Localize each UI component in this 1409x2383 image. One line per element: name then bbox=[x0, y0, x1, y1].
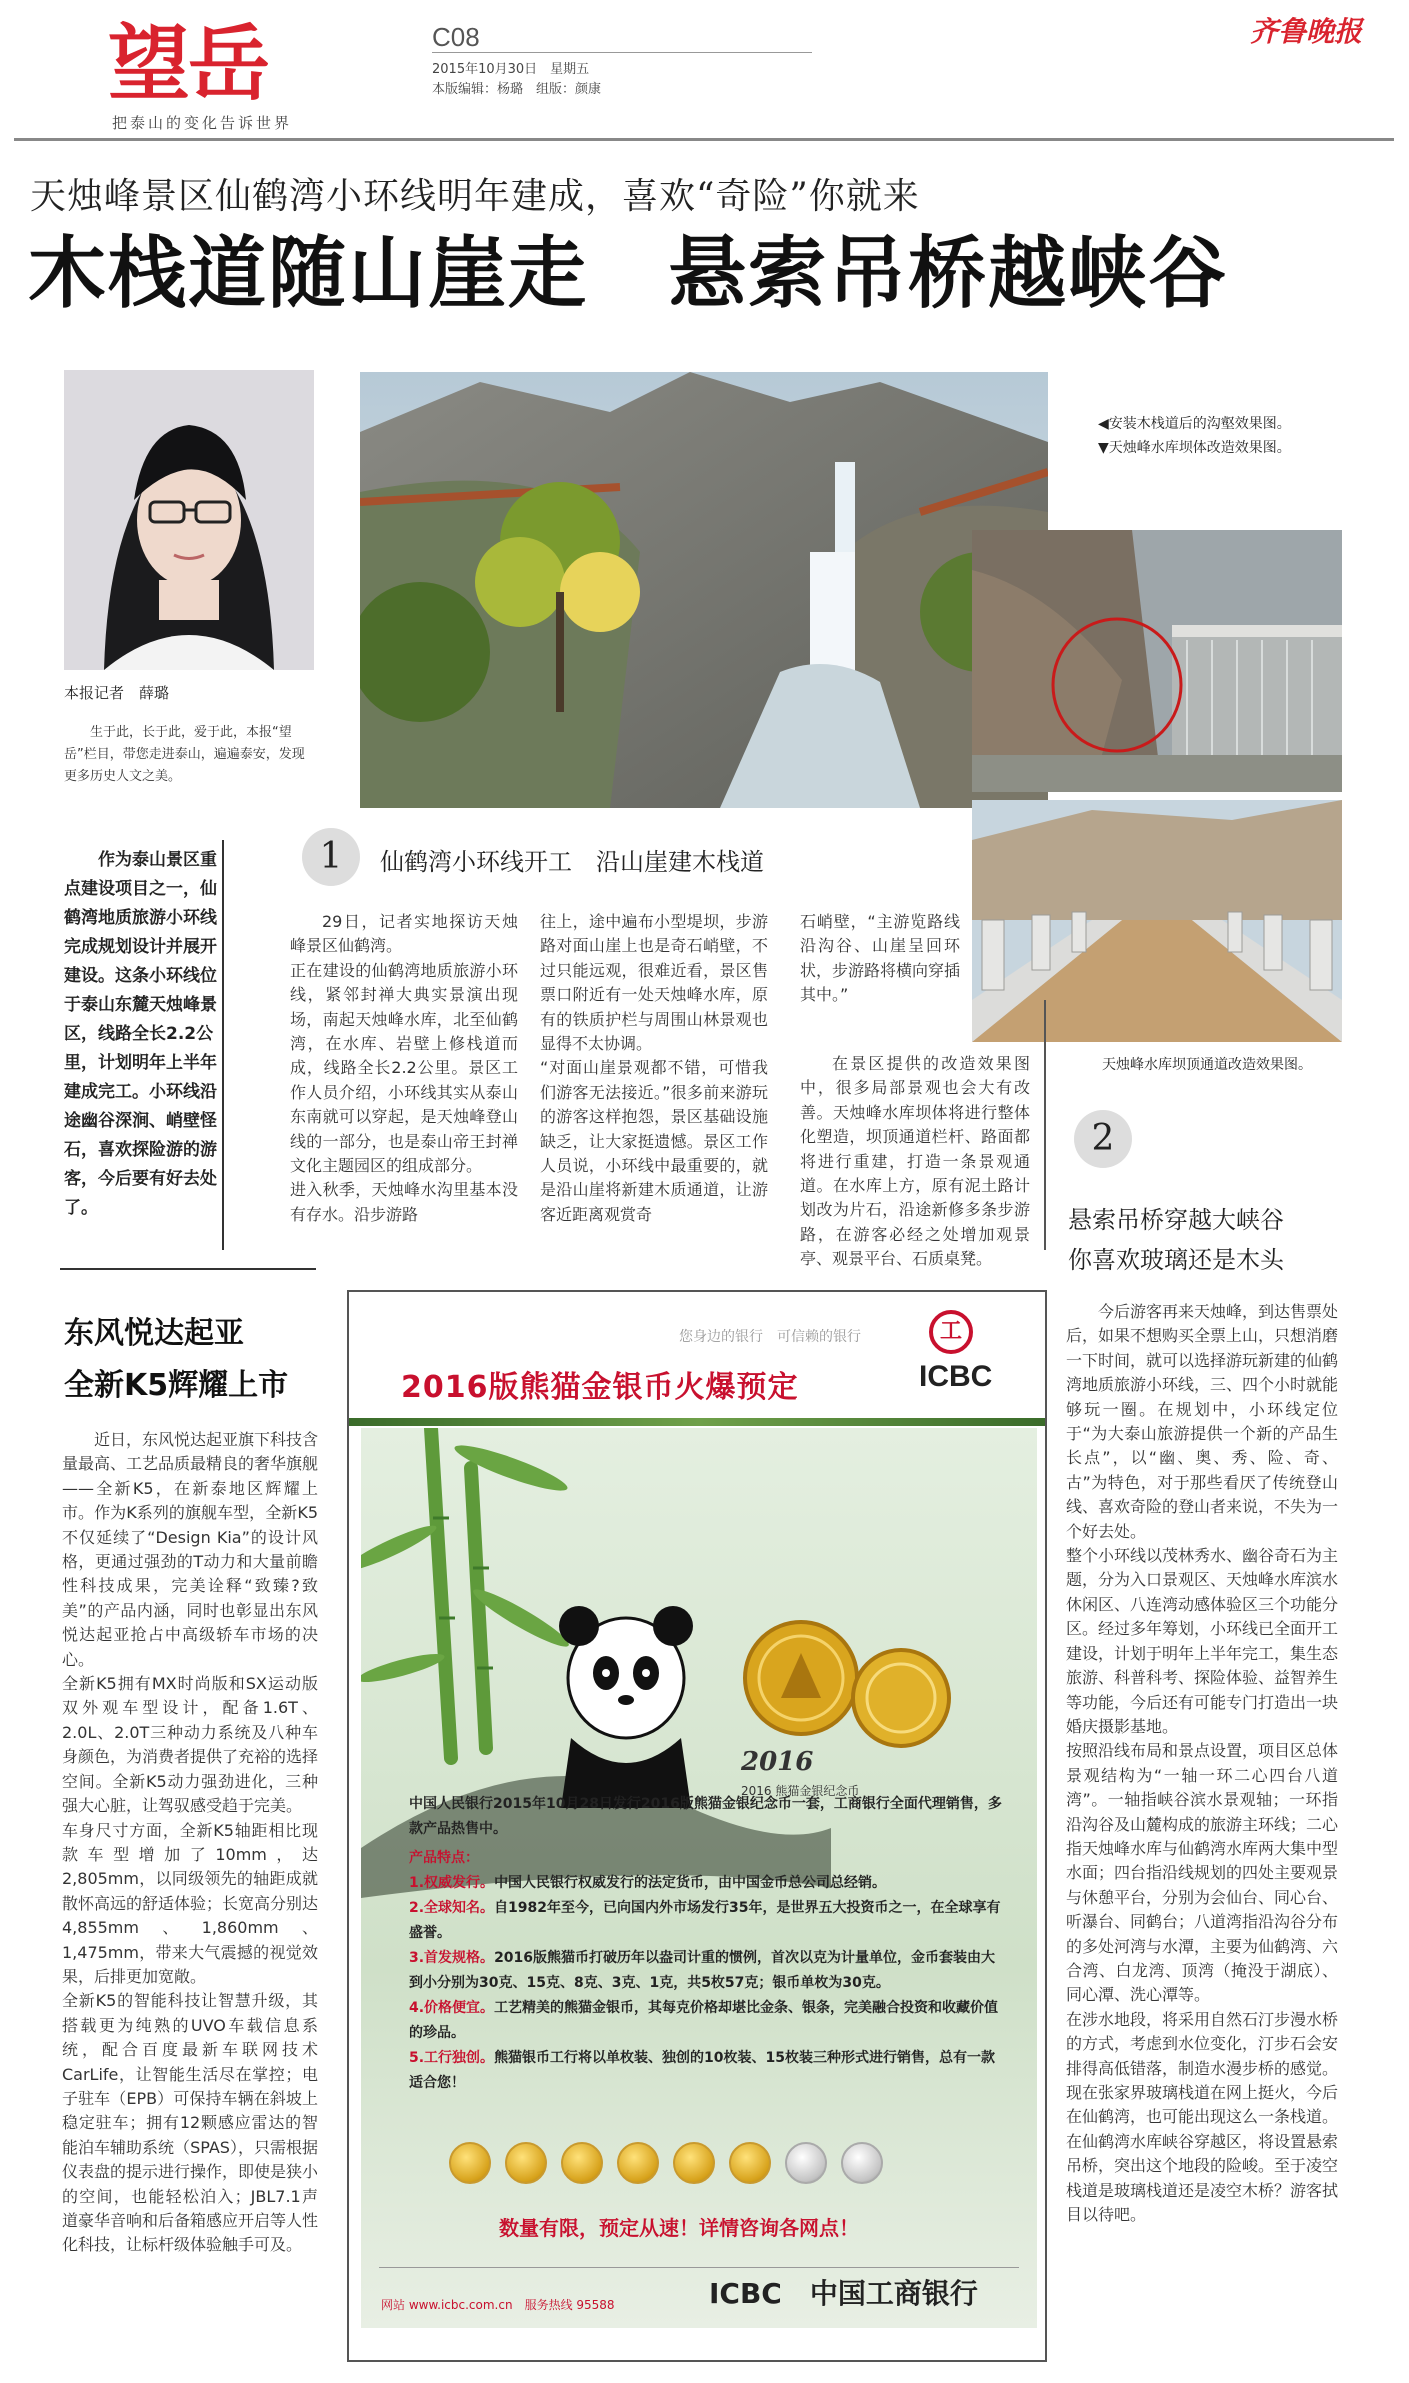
column-slogan: 把泰山的变化告诉世界 bbox=[112, 114, 293, 132]
ad-tagline: 您身边的银行 可信赖的银行 bbox=[679, 1329, 861, 1345]
feature-item bbox=[409, 1896, 1009, 1946]
article-kicker: 天烛峰景区仙鹤湾小环线明年建成，喜欢“奇险”你就来 bbox=[30, 176, 920, 217]
page-number: C08 bbox=[432, 22, 480, 52]
gold-coin-icon bbox=[729, 2142, 771, 2184]
feature-label: 2.全球知名。 bbox=[409, 1900, 495, 1916]
photo-caption-top: ◀安装木栈道后的沟壑效果图。 ▼天烛峰水库坝体改造效果图。 bbox=[1098, 416, 1291, 456]
section-2-number: 2 bbox=[1074, 1110, 1132, 1168]
intro-text: 作为泰山景区重点建设项目之一，仙鹤湾地质旅游小环线完成规划设计并展开建设。这条小环线位于泰山东麓天烛峰景区，线路全长2.2公里，计划明年上半年建成完工。小环线沿途幽谷深涧、峭壁怪石，喜欢探险游的游客，今后要有好去处了。 bbox=[64, 850, 217, 1218]
section-2-title-line-2: 你喜欢玻璃还是木头 bbox=[1068, 1246, 1284, 1274]
section-2-title-line-1: 悬索吊桥穿越大峡谷 bbox=[1068, 1206, 1284, 1234]
feature-item bbox=[409, 1996, 1009, 2046]
photo-caption-walkway: 天烛峰水库坝顶通道改造效果图。 bbox=[1102, 1057, 1312, 1073]
feature-text: 自1982年至今，已向国内外市场发行35年，是世界五大投资币之一，在全球享有盛誉。 bbox=[409, 1900, 1001, 1941]
reporter-photo bbox=[64, 370, 314, 670]
section-1-title: 仙鹤湾小环线开工 沿山崖建木栈道 bbox=[380, 848, 764, 876]
gold-coin-icon bbox=[505, 2142, 547, 2184]
feature-item bbox=[409, 2046, 1009, 2096]
section-1-column-3b: 在景区提供的改造效果图中，很多局部景观也会大有改善。天烛峰水库坝体将进行整体化塑造，坝顶通道栏杆、路面都将进行重建，打造一条景观通道。在水库上方，原有泥土路计划改为片石，沿途新修多条步游路，在游客必经之处增加观景亭、观景平台、石质桌凳。 bbox=[800, 1054, 1030, 1269]
dam-walkway-photo bbox=[972, 800, 1342, 1042]
header-divider bbox=[432, 52, 812, 53]
dam-illustration bbox=[972, 530, 1342, 792]
silver-coin-icon bbox=[785, 2142, 827, 2184]
kia-body: 近日，东风悦达起亚旗下科技含量最高、工艺品质最精良的奢华旗舰——全新K5，在新泰地区辉耀上市。作为K系列的旗舰车型，全新K5不仅延续了“Design Kia”的设计风格，更通过强劲的T动力和大量前瞻性科技成果，完美诠释“致臻?致美”的产品内涵，同时也彰显出东风悦达起亚抢占中高级轿车市场的决心。 全新K5拥有MX时尚版和SX运动版双外观车型设计，配备1.6T、2.0L、2.0T三种动力系统及八种车身颜色，为消费者提供了充裕的选择空间。全新K5动力强劲进化，三种强大心脏，让驾驭感受趋于完美。 车身尺寸方面，全新K5轴距相比现款车型增加了10mm，达2,805mm，以同级领先的轴距成就散怀高远的舒适体验；长宽高分别达4,855mm、1,860mm、1,475mm，带来大气震撼的视觉效果，后排更加宽敞。 全新K5的智能科技让智慧升级，其搭载更为纯熟的UVO车载信息系统，配合百度最新车联网技术CarLife，让智能生活尽在掌控；电子驻车（EPB）可保持车辆在斜坡上稳定驻车；拥有12颗感应雷达的智能泊车辅助系统（SPAS），只需根据仪表盘的提示进行操作，即使是狭小的空间，也能轻松泊入；JBL7.1声道豪华音响和后备箱感应开启等人性化科技，让标杆级体验触手可及。 bbox=[62, 1430, 319, 2255]
ad-title: 2016版熊猫金银币火爆预定 bbox=[401, 1370, 799, 1405]
feature-label: 5.工行独创。 bbox=[409, 2050, 495, 2066]
icbc-advertisement bbox=[347, 1290, 1047, 2362]
section-1-column-2: 往上，途中遍布小型堤坝，步游路对面山崖上也是奇石峭壁，不过只能远观，很难近看，景区售票口附近有一处天烛峰水库，原有的铁质护栏与周围山林景观也显得不太协调。 “对面山崖景观都不错，可惜我们游客无法接近。”很多前来游玩的游客这样抱怨，景区基础设施缺乏，让大家挺遗憾。景区工作人员说，小环线中最重要的，就是沿山崖将新建木质通道，让游客近距离观赏奇 bbox=[540, 912, 768, 1224]
ad-website: 网站 www.icbc.com.cn 服务热线 95588 bbox=[381, 2298, 615, 2312]
kia-title-line-1: 东风悦达起亚 bbox=[64, 1316, 244, 1351]
feature-label: 4.价格便宜。 bbox=[409, 2000, 495, 2016]
newspaper-name: 齐鲁晚报 bbox=[1250, 15, 1363, 48]
ad-brand: ICBC bbox=[919, 1360, 993, 1393]
article-headline: 木栈道随山崖走 悬索吊桥越峡谷 bbox=[28, 229, 1229, 319]
column-divider bbox=[1044, 1000, 1046, 1250]
walkway-illustration bbox=[972, 800, 1342, 1042]
kia-title-line-2: 全新K5辉耀上市 bbox=[64, 1368, 289, 1403]
coin-row bbox=[449, 2142, 949, 2192]
gold-coin-icon bbox=[673, 2142, 715, 2184]
gold-coin-icon bbox=[617, 2142, 659, 2184]
section-1-number: 1 bbox=[302, 828, 360, 886]
section-1-column-3: 石峭壁，“主游览路线沿沟谷、山崖呈回环状，步游路将横向穿插其中。” bbox=[800, 912, 961, 1005]
ad-intro: 中国人民银行2015年10月28日发行2016版熊猫金银纪念币一套，工商银行全面代理销售，多款产品热售中。 bbox=[409, 1796, 1002, 1837]
feature-text: 2016版熊猫币打破历年以盎司计重的惯例，首次以克为计量单位，金币套装由大到小分别为30克、15克、8克、3克、1克，共5枚57克；银币单枚为30克。 bbox=[409, 1950, 996, 1991]
reporter-byline: 本报记者 薛璐 bbox=[64, 684, 170, 702]
section-2-body: 今后游客再来天烛峰，到达售票处后，如果不想购买全票上山，只想消磨一下时间，就可以选择游玩新建的仙鹤湾地质旅游小环线，三、四个小时就能够玩一圈。在规划中，小环线定位于“为大泰山旅游提供一个新的产品生长点”，以“幽、奥、秀、险、奇、古”为特色，对于那些看厌了传统登山线、喜欢奇险的登山者来说，不失为一个好去处。 整个小环线以茂林秀水、幽谷奇石为主题，分为入口景观区、天烛峰水库滨水休闲区、八连湾动感体验区三个功能分区。经过多年筹划，小环线已全面开工建设，计划于明年上半年完工，集生态旅游、科普科考、探险体验、益智养生等功能，今后还有可能专门打造出一块婚庆摄影基地。 按照沿线布局和景点设置，项目区总体景观结构为“一轴一环二心四台八道湾”。一轴指峡谷滨水景观轴；一环指沿沟谷及山麓构成的旅游主环线；二心指天烛峰水库与仙鹤湾水库两大集中型水面；四台指沿线规划的四处主要观景与休憩平台，分别为会仙台、同心台、听瀑台、同鹤台；八道湾指沿沟谷分布的多处河湾与水潭，主要为仙鹤湾、六合湾、白龙湾、顶湾（掩没于湖底）、同心潭、洗心潭等。 在涉水地段，将采用自然石汀步漫水桥的方式，考虑到水位变化，汀步石会安排得高低错落，制造水漫步桥的感觉。现在张家界玻璃栈道在网上挺火，今后在仙鹤湾，也可能出现这么一条栈道。在仙鹤湾水库峡谷穿越区，将设置悬索吊桥，突出这个地段的险峻。至于凌空栈道是玻璃栈道还是凌空木桥？游客拭目以待吧。 bbox=[1066, 1302, 1339, 2225]
feature-item bbox=[409, 1946, 1009, 1996]
reporter-bio: 生于此，长于此，爱于此，本报“望岳”栏目，带您走进泰山，遍遍泰安，发现更多历史人文之美。 bbox=[64, 725, 305, 784]
kia-rule bbox=[60, 1268, 316, 1270]
feature-text: 熊猫银币工行将以单枚装、独创的10枚装、15枚装三种形式进行销售，总有一款适合您！ bbox=[409, 2050, 996, 2091]
gorge-illustration bbox=[360, 372, 1048, 808]
feature-text: 工艺精美的熊猫金银币，其每克价格却堪比金条、银条，完美融合投资和收藏价值的珍品。 bbox=[409, 2000, 999, 2041]
feature-label: 3.首发规格。 bbox=[409, 1950, 495, 1966]
gold-coin-icon bbox=[449, 2142, 491, 2184]
gold-coin-icon bbox=[561, 2142, 603, 2184]
section-1-column-1: 29日，记者实地探访天烛峰景区仙鹤湾。 正在建设的仙鹤湾地质旅游小环线，紧邻封禅大典实景演出现场，南起天烛峰水库，北至仙鹤湾，在水库、岩壁上修栈道而成，线路全长2.2公里。景区工作人员介绍，小环线其实从泰山东南就可以穿起，是天烛峰登山线的一部分，也是泰山帝王封禅文化主题园区的组成部分。 进入秋季，天烛峰水沟里基本没有存水。沿步游路 bbox=[290, 912, 518, 1224]
column-logo: 望岳 bbox=[108, 17, 269, 112]
header-rule bbox=[14, 138, 1394, 141]
icbc-logo-icon: 工 bbox=[929, 1310, 973, 1354]
dam-rendering-photo bbox=[972, 530, 1342, 792]
features-heading: 产品特点： bbox=[409, 1850, 479, 1866]
ad-limited-offer: 数量有限，预定从速！详情咨询各网点！ bbox=[499, 2216, 859, 2240]
feature-label: 1.权威发行。 bbox=[409, 1875, 495, 1891]
feature-item bbox=[409, 1871, 1009, 1896]
feature-text: 中国人民银行权威发行的法定货币，由中国金币总公司总经销。 bbox=[494, 1875, 887, 1891]
ad-footer-divider bbox=[379, 2267, 1019, 2268]
ad-bank-name: ICBC 中国工商银行 bbox=[709, 2277, 978, 2310]
silver-coin-icon bbox=[841, 2142, 883, 2184]
coin-caption: 2016 熊猫金银纪念币 bbox=[741, 1784, 860, 1798]
editor-credit: 本版编辑：杨璐 组版：颜康 bbox=[432, 82, 602, 97]
ad-info bbox=[409, 1792, 1009, 2096]
ad-band bbox=[349, 1418, 1047, 1426]
gorge-rendering-photo bbox=[360, 372, 1048, 808]
issue-date: 2015年10月30日 星期五 bbox=[432, 62, 590, 77]
coin-year-mark: 2016 bbox=[741, 1747, 814, 1777]
reporter-portrait bbox=[64, 370, 314, 670]
